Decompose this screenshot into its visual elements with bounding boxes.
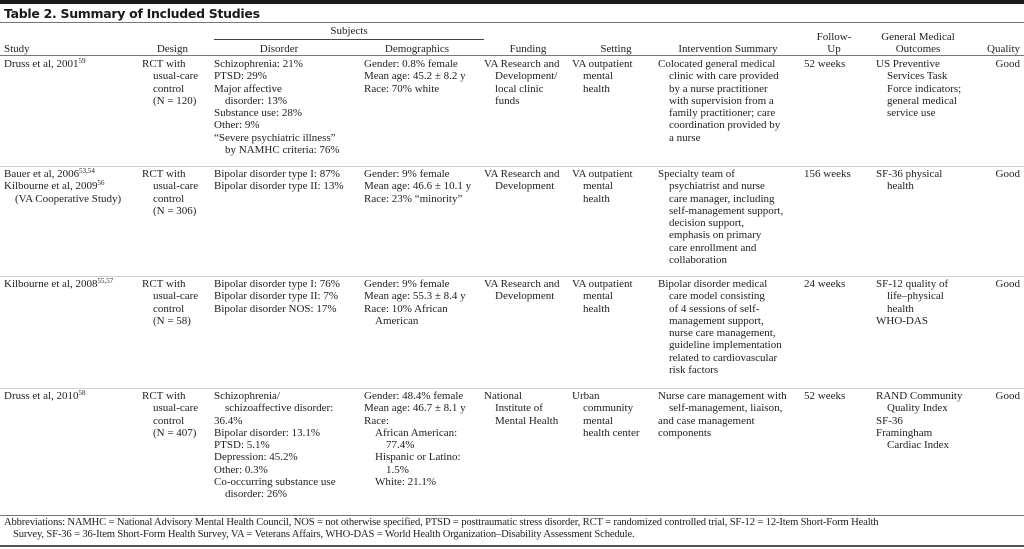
setting-line: health [583, 192, 610, 205]
disorder-line: Other: 9% [214, 119, 260, 132]
header-outcomes [868, 31, 968, 55]
header-funding: Funding [509, 43, 547, 55]
cell-funding [484, 168, 572, 193]
table-footnote [4, 517, 1020, 541]
intervention-line: decision support, [669, 217, 745, 230]
demographics-line: Mean age: 46.6 ± 10.1 y [364, 180, 472, 193]
cell-disorder [214, 58, 348, 156]
cell-intervention [658, 58, 798, 144]
study-name: Bauer et al, 2006 [4, 168, 80, 180]
cell-design [142, 390, 212, 439]
demographics-line: Race: [364, 414, 390, 427]
header-intervention: Intervention Summary [678, 43, 778, 55]
funding-line: Mental Health [495, 414, 559, 427]
disorder-line: disorder: 13% [225, 94, 288, 107]
outcomes-line: WHO-DAS [876, 314, 928, 327]
design-line: (N = 120) [153, 94, 197, 107]
design-line: usual-care [153, 70, 199, 83]
header-outcomes-line1: General Medical [881, 31, 955, 43]
cell-setting [572, 168, 656, 205]
intervention-line: care manager, including [669, 192, 775, 205]
header-divider [0, 55, 1024, 56]
cell-study [4, 278, 129, 290]
footnote-line-1: Abbreviations: NAMHC = National Advisory Mental Health Council, NOS = not otherwise specified, PTSD = posttraumatic stress disorder, RCT = randomized controlled trial, SF-12 = 12-Item Short-Form Health [4, 517, 879, 528]
header-disorder: Disorder [259, 43, 299, 55]
reference-number: 53,54 [79, 167, 95, 175]
top-rule [0, 0, 1024, 4]
cell-intervention [658, 278, 798, 376]
table-title: Table 2. Summary of Included Studies [4, 6, 260, 21]
setting-line: Urban [572, 390, 600, 402]
setting-line: community [583, 402, 634, 415]
disorder-line: PTSD: 5.1% [214, 439, 270, 452]
cell-followup: 156 weeks [804, 168, 851, 180]
setting-line: mental [583, 414, 613, 427]
disorder-line: 36.4% [214, 414, 243, 427]
demographics-line: African American: [375, 426, 458, 439]
design-line: (N = 306) [153, 204, 197, 217]
footnote-divider [0, 515, 1024, 516]
design-line: control [153, 82, 185, 95]
header-quality: Quality [987, 43, 1020, 55]
header-design: Design [156, 43, 188, 55]
disorder-line: Bipolar disorder type I: 76% [214, 278, 340, 290]
design-line: RCT with [142, 58, 186, 70]
outcomes-line: general medical [887, 94, 957, 107]
demographics-line: Hispanic or Latino: [375, 451, 461, 464]
cell-quality: Good [995, 278, 1020, 290]
footnote-line-2: Survey, SF-36 = 36-Item Short-Form Health Survey, VA = Veterans Affairs, WHO-DAS = World Health Organization–Disability Assessment Schedule. [13, 529, 635, 540]
disorder-line: Co-occurring substance use [214, 476, 336, 489]
study-citation [4, 180, 129, 192]
disorder-line: Bipolar disorder: 13.1% [214, 426, 321, 439]
outcomes-line: RAND Community [876, 390, 963, 402]
cell-outcomes [876, 168, 970, 193]
intervention-line: family practitioner; care [669, 107, 776, 120]
intervention-line: emphasis on primary [669, 229, 762, 242]
row-divider [0, 166, 1024, 167]
reference-number: 55,57 [97, 277, 114, 285]
setting-line: VA outpatient [572, 168, 633, 180]
cell-outcomes [876, 58, 970, 119]
outcomes-line: service use [887, 107, 936, 120]
setting-line: VA outpatient [572, 58, 633, 70]
reference-number: 59 [78, 57, 86, 65]
intervention-line: psychiatrist and nurse [669, 180, 765, 193]
demographics-line: Mean age: 45.2 ± 8.2 y [364, 70, 466, 83]
disorder-line: PTSD: 29% [214, 70, 267, 83]
design-line: control [153, 302, 185, 315]
setting-line: health center [583, 426, 640, 439]
intervention-line: management support, [669, 314, 764, 327]
study-name: Druss et al, 2010 [4, 390, 79, 402]
intervention-line: related to cardiovascular [669, 351, 778, 364]
cell-funding [484, 390, 572, 427]
funding-line: funds [495, 94, 520, 107]
cell-quality: Good [995, 58, 1020, 70]
header-study: Study [4, 43, 30, 55]
demographics-line: Mean age: 46.7 ± 8.1 y [364, 402, 466, 415]
outcomes-line: US Preventive [876, 58, 940, 70]
intervention-line: risk factors [669, 364, 719, 377]
setting-line: VA outpatient [572, 278, 633, 290]
outcomes-line: Quality Index [887, 402, 948, 415]
subjects-group-rule [214, 39, 484, 40]
design-line: (N = 58) [153, 314, 191, 327]
setting-line: mental [583, 180, 613, 193]
design-line: control [153, 414, 185, 427]
disorder-line: schizoaffective disorder: [225, 402, 334, 415]
disorder-line: Other: 0.3% [214, 463, 268, 476]
intervention-line: components [658, 426, 712, 439]
header-followup-line1: Follow- [816, 31, 852, 43]
disorder-line: Schizophrenia: 21% [214, 58, 303, 70]
outcomes-line: SF-36 physical [876, 168, 943, 180]
funding-line: VA Research and [484, 58, 560, 70]
disorder-line: “Severe psychiatric illness” [214, 131, 336, 144]
bottom-rule [0, 545, 1024, 547]
header-followup [800, 31, 868, 55]
outcomes-line: Services Task [887, 70, 948, 83]
outcomes-line: SF-36 [876, 414, 903, 427]
cell-followup: 24 weeks [804, 278, 846, 290]
cell-study [4, 390, 129, 402]
cell-design [142, 278, 212, 327]
disorder-line: Substance use: 28% [214, 107, 302, 120]
funding-line: Development/ [495, 70, 558, 83]
reference-number: 56 [97, 179, 105, 188]
demographics-line: Gender: 9% female [364, 168, 450, 180]
demographics-line: American [375, 314, 419, 327]
intervention-line: with supervision from a [669, 94, 774, 107]
outcomes-line: Framingham [876, 426, 933, 439]
disorder-line: Bipolar disorder type II: 13% [214, 180, 344, 193]
intervention-line: collaboration [669, 254, 728, 267]
cell-disorder [214, 168, 348, 193]
funding-line: Development [495, 180, 555, 193]
funding-line: Institute of [495, 402, 543, 415]
study-citation [4, 193, 129, 205]
cell-demographics [364, 168, 484, 205]
intervention-line: coordination provided by [669, 119, 781, 132]
cell-disorder [214, 390, 348, 501]
study-citation [4, 390, 129, 402]
design-line: (N = 407) [153, 426, 197, 439]
design-line: RCT with [142, 278, 186, 290]
design-line: usual-care [153, 180, 199, 193]
intervention-line: and case management [658, 414, 755, 427]
study-citation [4, 58, 129, 70]
intervention-line: of 4 sessions of self- [669, 302, 760, 315]
outcomes-line: health [887, 180, 914, 193]
intervention-line: self-management support, [669, 204, 784, 217]
intervention-line: Colocated general medical [658, 58, 776, 70]
demographics-line: Gender: 48.4% female [364, 390, 464, 402]
funding-line: National [484, 390, 522, 402]
cell-quality: Good [995, 168, 1020, 180]
outcomes-line: Force indicators; [887, 82, 962, 95]
demographics-line: Race: 23% “minority” [364, 192, 463, 205]
cell-demographics [364, 390, 484, 488]
setting-line: mental [583, 290, 613, 303]
funding-line: Development [495, 290, 555, 303]
funding-line: local clinic [495, 82, 544, 95]
intervention-line: Bipolar disorder medical [658, 278, 768, 290]
cell-followup: 52 weeks [804, 390, 846, 402]
cell-intervention [658, 168, 798, 266]
header-demographics: Demographics [384, 43, 450, 55]
intervention-line: care enrollment and [669, 241, 757, 254]
subjects-group-header: Subjects [330, 25, 368, 37]
cell-funding [484, 278, 572, 303]
disorder-line: Major affective [214, 82, 282, 95]
demographics-line: Gender: 9% female [364, 278, 450, 290]
intervention-line: a nurse [669, 131, 701, 144]
cell-funding [484, 58, 572, 107]
demographics-line: Mean age: 55.3 ± 8.4 y [364, 290, 466, 303]
cell-outcomes [876, 390, 970, 451]
cell-setting [572, 278, 656, 315]
disorder-line: by NAMHC criteria: 76% [225, 144, 340, 157]
demographics-line: Race: 70% white [364, 82, 440, 95]
design-line: RCT with [142, 390, 186, 402]
disorder-line: Bipolar disorder type I: 87% [214, 168, 340, 180]
intervention-line: clinic with care provided [669, 70, 779, 83]
row-divider [0, 276, 1024, 277]
header-followup-line2: Up [827, 43, 841, 55]
study-name: (VA Cooperative Study) [15, 192, 122, 205]
cell-setting [572, 390, 656, 439]
study-name: Druss et al, 2001 [4, 58, 79, 70]
cell-disorder [214, 278, 348, 315]
disorder-line: Depression: 45.2% [214, 451, 298, 464]
intervention-line: Nurse care management with [658, 390, 787, 402]
disorder-line: disorder: 26% [225, 488, 288, 501]
cell-study [4, 168, 129, 205]
demographics-line: Race: 10% African [364, 302, 448, 315]
disorder-line: Bipolar disorder type II: 7% [214, 290, 339, 303]
intervention-line: guideline implementation [669, 339, 782, 352]
header-setting: Setting [600, 43, 632, 55]
outcomes-line: life–physical [887, 290, 944, 303]
cell-followup: 52 weeks [804, 58, 846, 70]
funding-line: VA Research and [484, 168, 560, 180]
cell-setting [572, 58, 656, 95]
header-outcomes-line2: Outcomes [895, 43, 941, 55]
cell-quality: Good [995, 390, 1020, 402]
setting-line: mental [583, 70, 613, 83]
study-citation [4, 168, 129, 180]
intervention-line: care model consisting [669, 290, 765, 303]
setting-line: health [583, 302, 610, 315]
design-line: usual-care [153, 290, 199, 303]
cell-design [142, 168, 212, 217]
cell-outcomes [876, 278, 970, 327]
demographics-line: White: 21.1% [375, 476, 437, 489]
demographics-line: 77.4% [386, 439, 415, 452]
study-name: Kilbourne et al, 2008 [4, 278, 98, 290]
cell-intervention [658, 390, 798, 439]
reference-number: 58 [78, 389, 86, 397]
design-line: RCT with [142, 168, 186, 180]
study-name: Kilbourne et al, 2009 [4, 180, 98, 193]
intervention-line: Specialty team of [658, 168, 735, 180]
study-citation [4, 278, 129, 290]
cell-design [142, 58, 212, 107]
cell-study [4, 58, 129, 70]
funding-line: VA Research and [484, 278, 560, 290]
outcomes-line: Cardiac Index [887, 439, 949, 452]
demographics-line: 1.5% [386, 463, 409, 476]
intervention-line: nurse care management, [669, 327, 776, 340]
intervention-line: self-management, liaison, [669, 402, 783, 415]
setting-line: health [583, 82, 610, 95]
title-divider [0, 22, 1024, 23]
design-line: control [153, 192, 185, 205]
disorder-line: Schizophrenia/ [214, 390, 280, 402]
cell-demographics [364, 278, 484, 327]
outcomes-line: health [887, 302, 914, 315]
intervention-line: by a nurse practitioner [669, 82, 768, 95]
disorder-line: Bipolar disorder NOS: 17% [214, 302, 337, 315]
demographics-line: Gender: 0.8% female [364, 58, 458, 70]
design-line: usual-care [153, 402, 199, 415]
cell-demographics [364, 58, 484, 95]
row-divider [0, 388, 1024, 389]
outcomes-line: SF-12 quality of [876, 278, 949, 290]
